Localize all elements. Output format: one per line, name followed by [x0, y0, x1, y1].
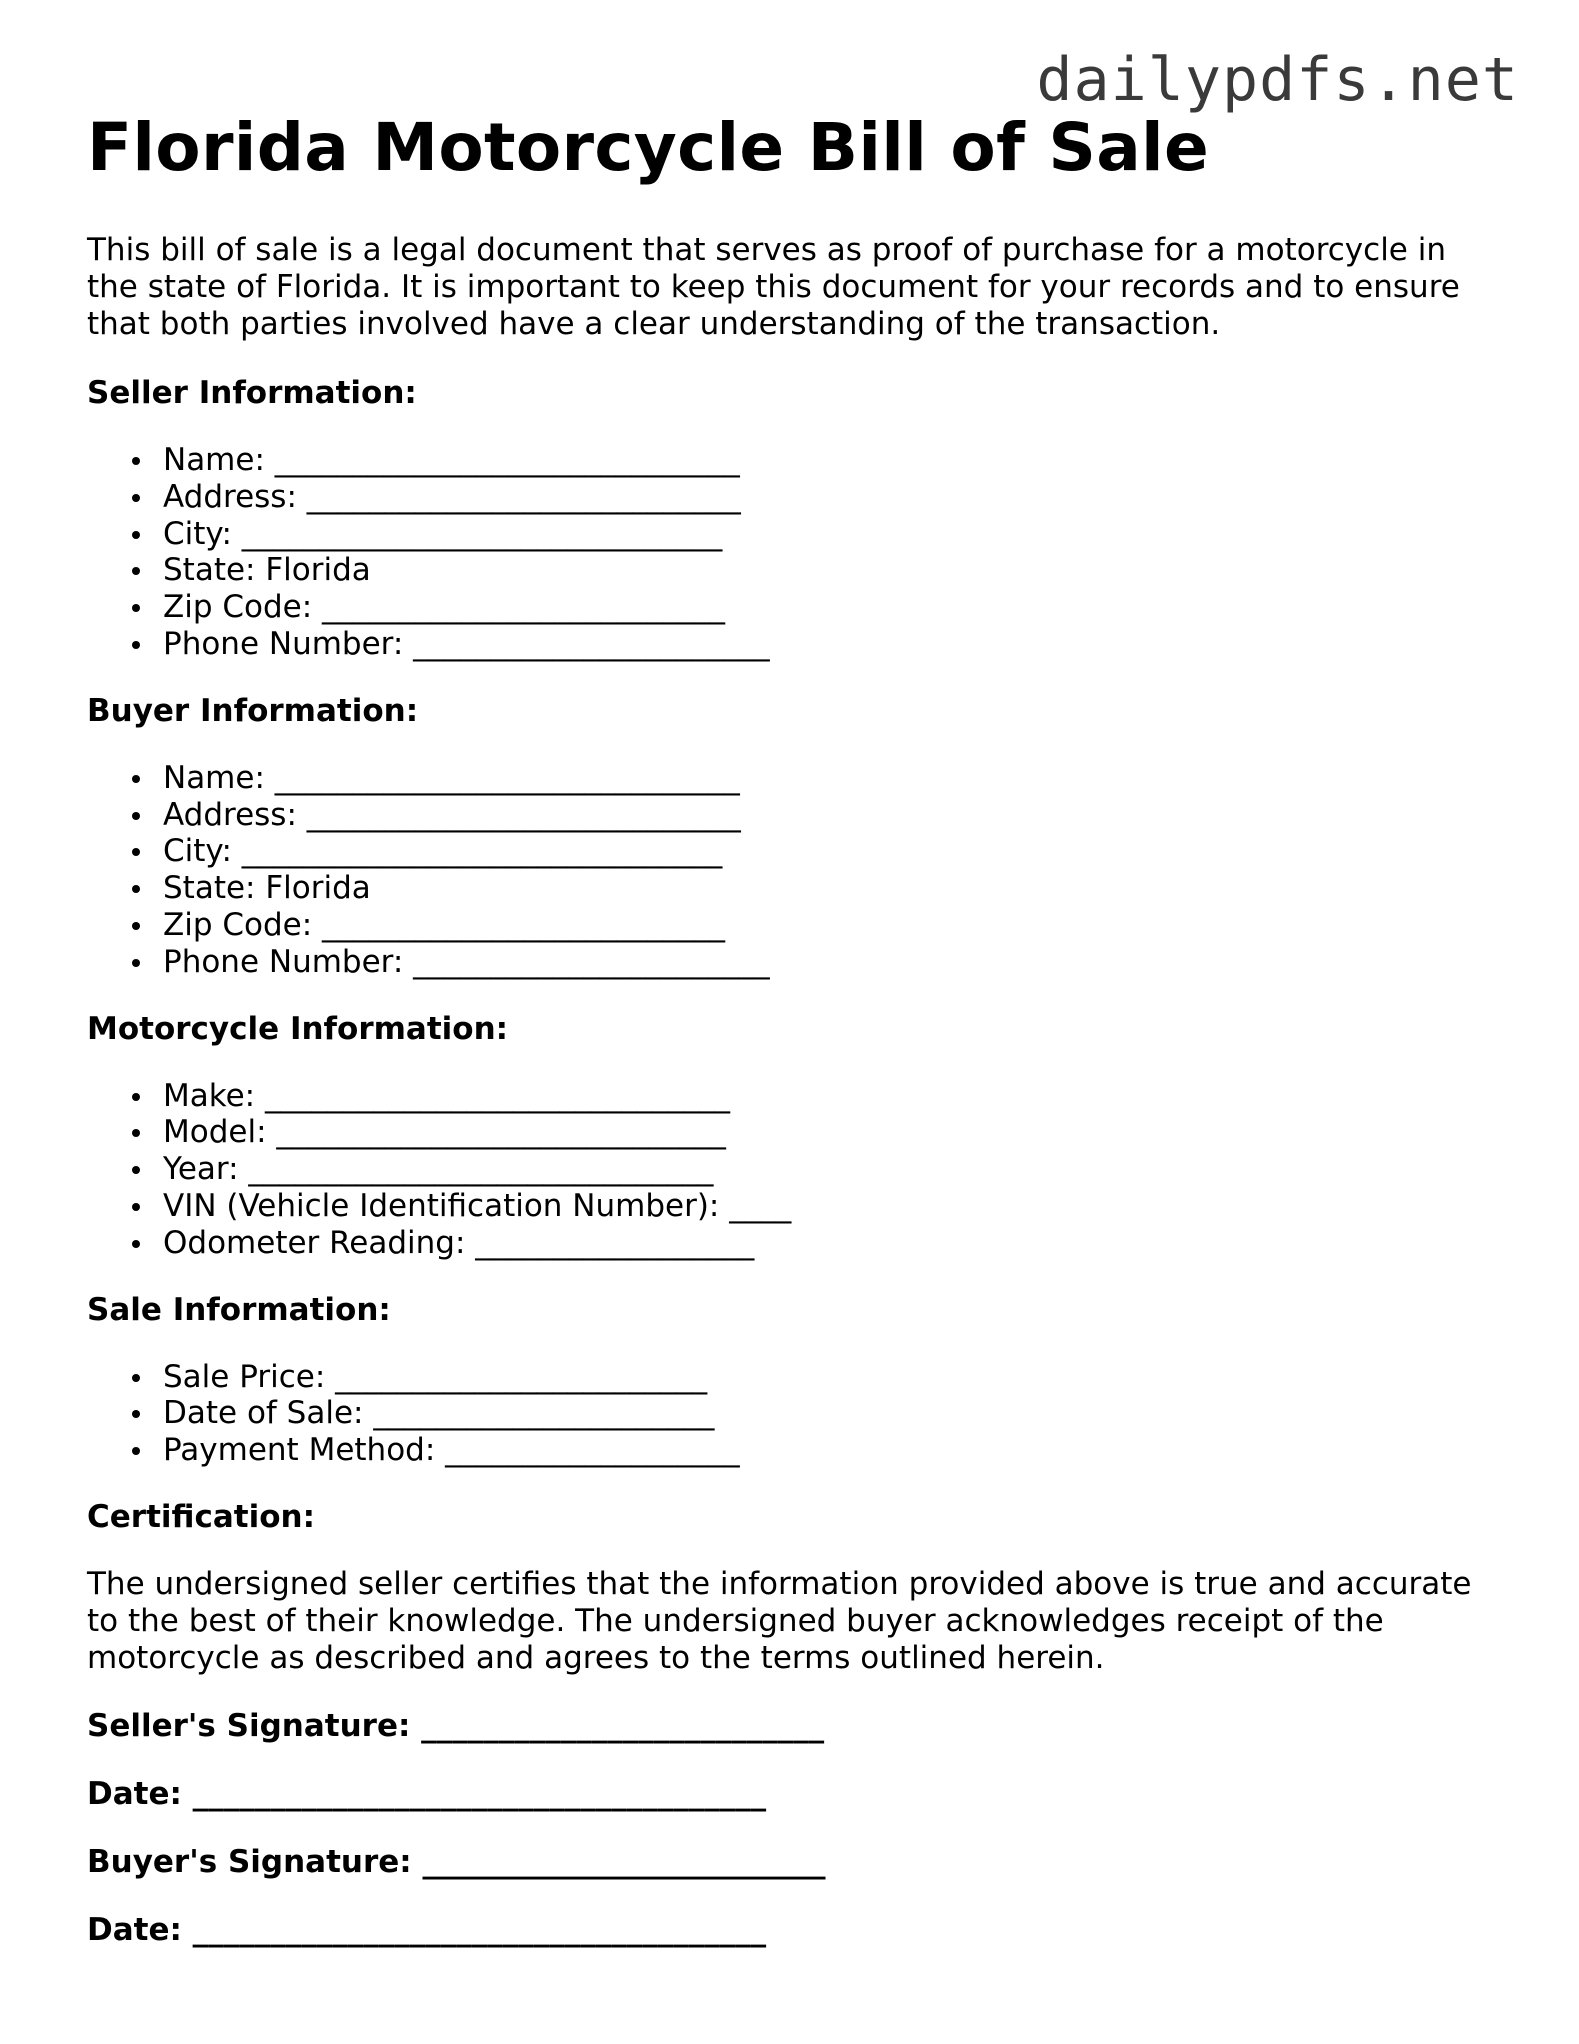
sale-list [87, 1359, 1507, 1469]
seller-list [87, 442, 1507, 663]
seller-phone-field: Phone Number: _______________________ [163, 626, 1507, 663]
buyer-phone-field: Phone Number: _______________________ [163, 944, 1507, 981]
buyer-signature-line: Buyer's Signature: __________________________ [87, 1843, 826, 1880]
sale-heading: Sale Information: [87, 1291, 391, 1328]
motorcycle-make-field: Make: ______________________________ [163, 1078, 1507, 1115]
motorcycle-list [87, 1078, 1507, 1262]
seller-state-field: State: Florida [163, 552, 1507, 589]
motorcycle-model-field: Model: _____________________________ [163, 1114, 1507, 1151]
buyer-name-field: Name: ______________________________ [163, 760, 1507, 797]
document-page [87, 108, 1507, 1980]
seller-name-field: Name: ______________________________ [163, 442, 1507, 479]
certification-text: The undersigned seller certifies that the information provided above is true and accurate to the best of their knowledge. The undersigned buyer acknowledges receipt of the motorcycle as described and agrees to the terms outlined herein. [87, 1565, 1472, 1676]
certification-heading: Certification: [87, 1498, 315, 1535]
sale-price-field: Sale Price: ________________________ [163, 1359, 1507, 1396]
intro-paragraph: This bill of sale is a legal document that serves as proof of purchase for a motorcycle in the state of Florida. It is important to keep this document for your records and to ensure that both parties involved have a clear understanding of the transaction. [87, 232, 1460, 342]
seller-heading: Seller Information: [87, 375, 417, 411]
payment-method-field: Payment Method: ___________________ [163, 1432, 1507, 1469]
certification-section [87, 1499, 1507, 1677]
motorcycle-year-field: Year: ______________________________ [163, 1151, 1507, 1188]
buyer-heading: Buyer Information: [87, 692, 419, 729]
motorcycle-vin-field: VIN (Vehicle Identification Number): ____ [163, 1188, 1507, 1225]
seller-address-field: Address: ____________________________ [163, 479, 1507, 516]
buyer-address-field: Address: ____________________________ [163, 797, 1507, 834]
buyer-city-field: City: _______________________________ [163, 833, 1507, 870]
seller-zip-field: Zip Code: __________________________ [163, 589, 1507, 626]
document-title: Florida Motorcycle Bill of Sale [87, 109, 1210, 186]
watermark: dailypdfs.net [1036, 45, 1519, 115]
seller-signature-line: Seller's Signature: __________________________ [87, 1707, 825, 1744]
buyer-date-line: Date: _____________________________________ [87, 1911, 767, 1948]
sale-date-field: Date of Sale: ______________________ [163, 1395, 1507, 1432]
motorcycle-section [87, 1011, 1507, 1262]
motorcycle-odometer-field: Odometer Reading: __________________ [163, 1225, 1507, 1262]
buyer-zip-field: Zip Code: __________________________ [163, 907, 1507, 944]
buyer-list [87, 760, 1507, 981]
seller-section [87, 375, 1507, 663]
seller-date-line: Date: _____________________________________ [87, 1775, 767, 1812]
seller-city-field: City: _______________________________ [163, 516, 1507, 553]
motorcycle-heading: Motorcycle Information: [87, 1010, 509, 1047]
buyer-state-field: State: Florida [163, 870, 1507, 907]
buyer-section [87, 693, 1507, 981]
sale-section [87, 1292, 1507, 1469]
